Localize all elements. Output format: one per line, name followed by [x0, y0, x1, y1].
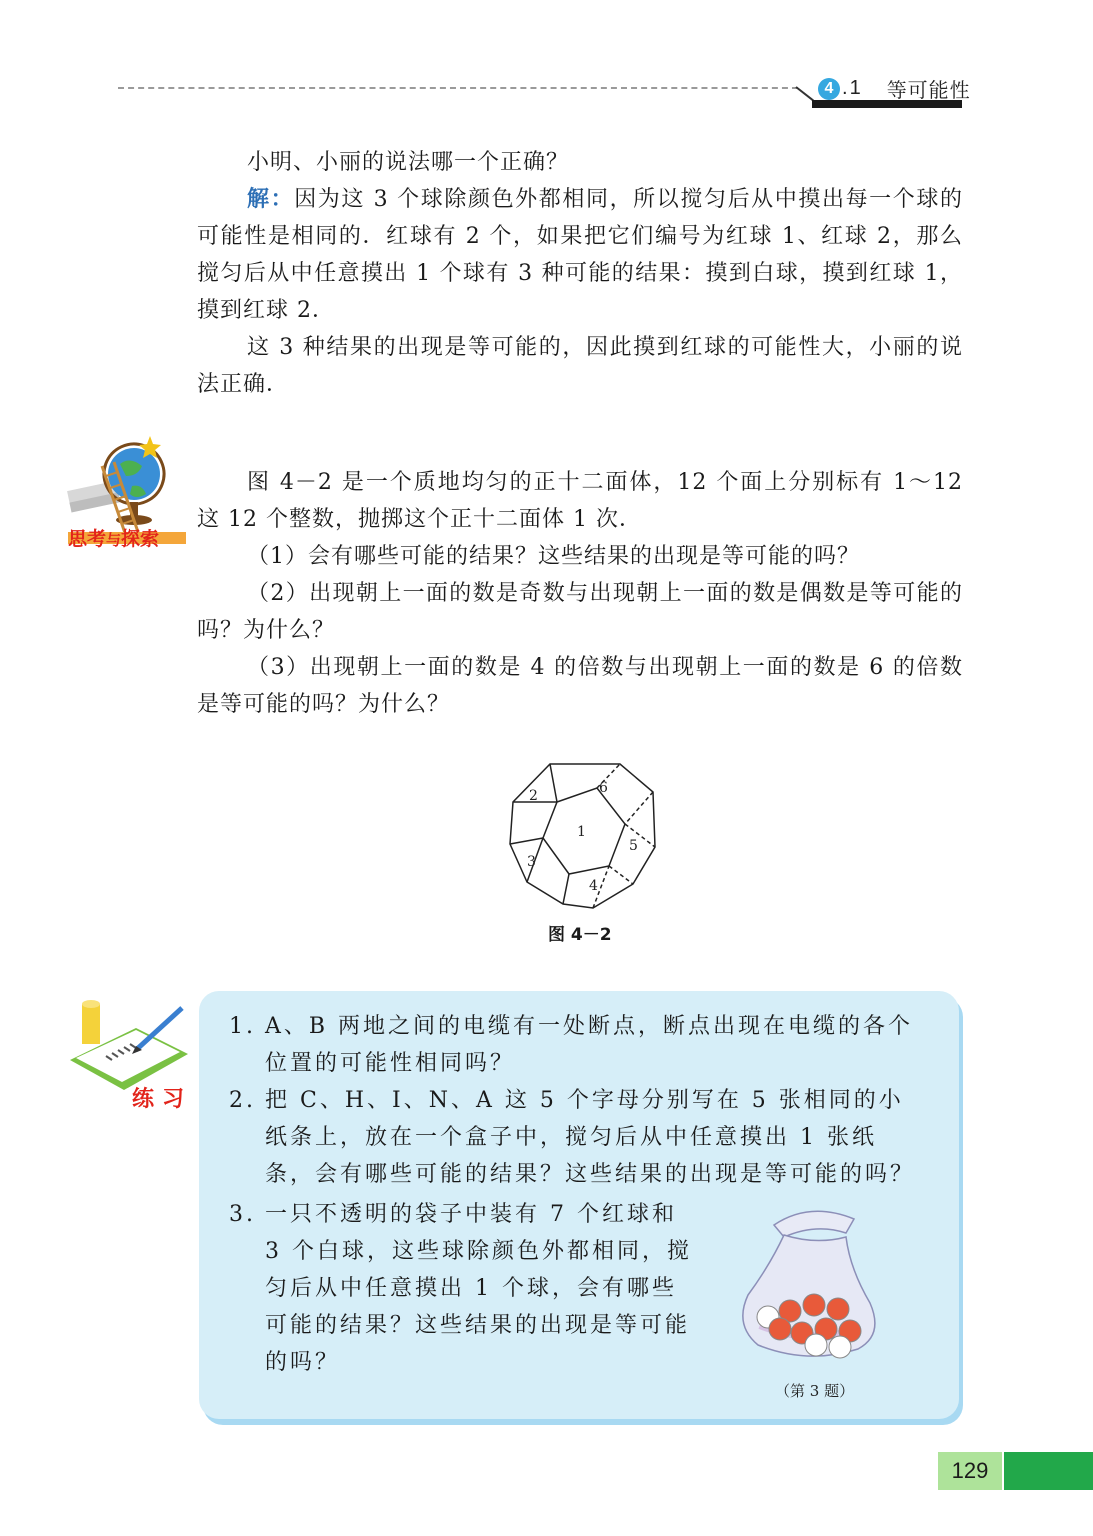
section-subnumber: 1 — [849, 77, 861, 99]
practice-label: 练习 — [132, 1087, 193, 1112]
practice-item-1: 1. A、B 两地之间的电缆有一处断点，断点出现在电缆的各个位置的可能性相同吗？ — [229, 1014, 914, 1076]
header-rule — [118, 87, 798, 89]
chapter-number-badge: 4 — [818, 78, 840, 100]
practice-item-3: 3. 一只不透明的袋子中装有 7 个红球和 3 个白球，这些球除颜色外都相同，搅匀后从中任意摸出 1 个球，会有哪些可能的结果？这些结果的出现是等可能的吗？ — [229, 1202, 692, 1375]
image-caption: （第 3 题） — [775, 1382, 855, 1400]
practice-item-2: 2. 把 C、H、I、N、A 这 5 个字母分别写在 5 张相同的小纸条上，放在一个盒子中，搅匀后从中任意摸出 1 张纸条，会有哪些可能的结果？这些结果的出现是等可能的吗？ — [229, 1088, 916, 1187]
think-intro: 图 4－2 是一个质地均匀的正十二面体，12 个面上分别标有 1～12 这 12 个整数，抛掷这个正十二面体 1 次． — [197, 470, 963, 532]
solution-paragraph-2: 这 3 种结果的出现是等可能的，因此摸到红球的可能性大，小丽的说法正确． — [197, 335, 963, 397]
think-question-2: （2）出现朝上一面的数是奇数与出现朝上一面的数是偶数是等可能的吗？为什么？ — [197, 581, 963, 643]
page-number: 129 — [938, 1452, 1002, 1490]
think-explore-text — [197, 464, 963, 723]
example-solution — [197, 144, 963, 403]
solution-paragraph-1 — [197, 181, 963, 329]
think-explore-label: 思考与探索 — [68, 528, 160, 550]
face-label-4: 4 — [589, 878, 598, 894]
face-label-3: 3 — [527, 854, 536, 870]
face-label-6: 6 — [599, 780, 608, 796]
solution-text-1: 因为这 3 个球除颜色外都相同，所以搅匀后从中摸出每一个球的可能性是相同的．红球有 2 个，如果把它们编号为红球 1、红球 2，那么搅匀后从中任意摸出 1 个球有 3 种可能的结果：摸到白球，摸到红球 1，摸到红球 2． — [197, 187, 963, 323]
face-label-1: 1 — [577, 824, 586, 840]
solution-label: 解： — [247, 187, 295, 212]
notebook-pencil-icon — [66, 998, 192, 1094]
dodecahedron-figure — [505, 762, 665, 912]
example-question: 小明、小丽的说法哪一个正确？ — [247, 150, 570, 175]
figure-caption: 图 4－2 — [548, 925, 612, 945]
think-question-3: （3）出现朝上一面的数是 4 的倍数与出现朝上一面的数是 6 的倍数是等可能的吗？为什么？ — [197, 655, 963, 717]
section-header: 4 . 1 等可能性 — [818, 74, 971, 103]
face-label-5: 5 — [629, 838, 638, 854]
page-number-bar — [1004, 1452, 1093, 1490]
face-label-2: 2 — [529, 788, 538, 804]
think-question-1: （1）会有哪些可能的结果？这些结果的出现是等可能的吗？ — [247, 544, 860, 569]
section-title: 等可能性 — [886, 80, 971, 102]
bag-of-balls-image — [740, 1205, 880, 1365]
